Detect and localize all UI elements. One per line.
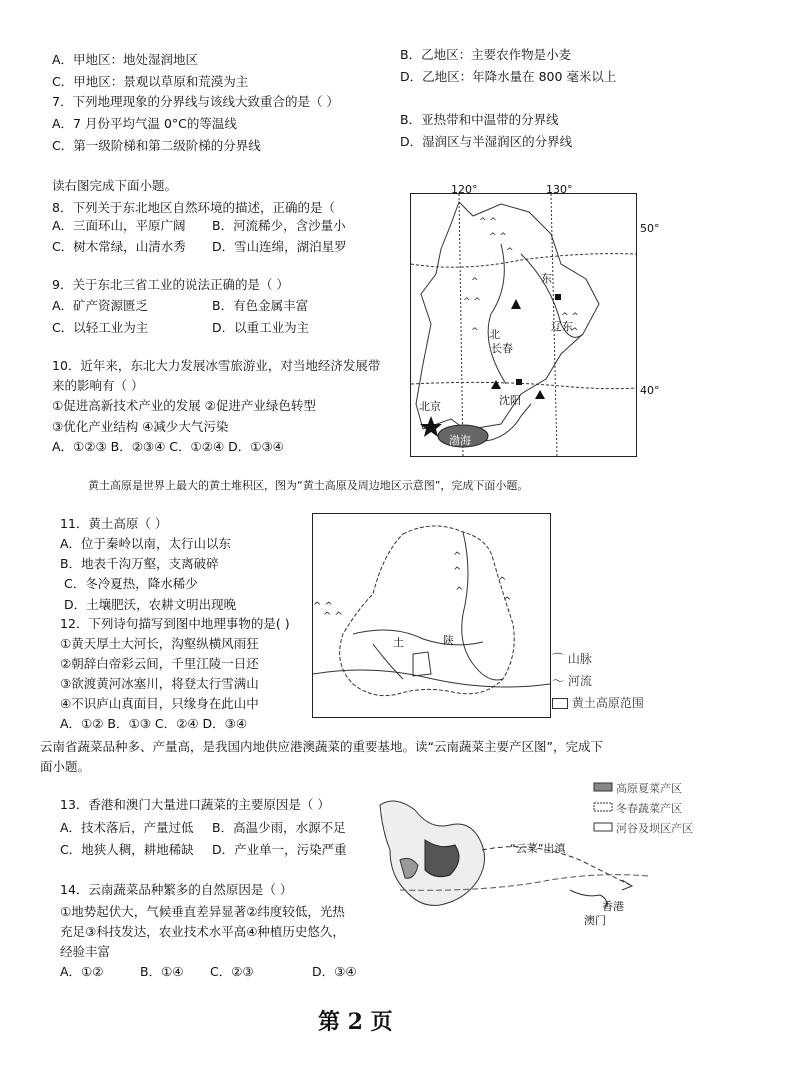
legend-range-label: 黄土高原范围 — [571, 696, 644, 710]
q11-option-c: C．冬冷夏热，降水稀少 — [64, 576, 198, 591]
legend-winter-spring-vegetables: 冬春蔬菜产区 — [616, 802, 682, 815]
q14-line1: ①地势起伏大，气候垂直差异显著②纬度较低，光热 — [60, 904, 345, 919]
q12-stem: 12．下列诗句描写到图中地理事物的是( ) — [60, 616, 290, 631]
svg-text:^: ^ — [453, 551, 462, 562]
legend-loess-range — [552, 694, 644, 711]
q11-stem: 11．黄土高原（ ） — [60, 516, 168, 531]
q14-line3: 经验丰富 — [60, 944, 111, 959]
mountain-legend-icon: ⌒ — [552, 652, 565, 666]
q13-option-d: D．产业单一，污染严重 — [212, 842, 347, 857]
place-loess: 土 — [393, 636, 404, 649]
q14-line2: 充足③科技发达，农业技术水平高④种植历史悠久， — [60, 924, 345, 939]
q10-options-34: ③优化产业结构 ④减少大气污染 — [52, 419, 229, 434]
q7-stem: 7．下列地理现象的分界线与该线大致重合的是（ ） — [52, 94, 339, 109]
legend-mountain-label: 山脉 — [567, 652, 592, 666]
legend-river — [552, 672, 592, 689]
place-beijing: 北京 — [419, 400, 441, 413]
svg-text:^: ^ — [571, 327, 579, 337]
q9-stem: 9．关于东北三省工业的说法正确的是（ ） — [52, 277, 289, 292]
intro-loess: 黄土高原是世界上最大的黄土堆积区，图为“黄土高原及周边地区示意图”，完成下面小题。 — [88, 479, 529, 492]
svg-text:^: ^ — [471, 327, 479, 337]
place-bohai: 渤海 — [449, 434, 471, 447]
q11-option-d: D．土壤肥沃，农耕文明出现晚 — [64, 597, 237, 612]
svg-text:^ ^: ^ ^ — [323, 611, 343, 622]
svg-text:^: ^ — [498, 576, 507, 587]
svg-text:^: ^ — [455, 586, 464, 597]
q14-option-a: A．①② — [60, 964, 104, 979]
q7-option-a: A．7 月份平均气温 0°C的等温线 — [52, 116, 237, 131]
q14-option-d: D．③④ — [312, 964, 357, 979]
q12-option-3: ③欲渡黄河冰塞川，将登太行雪满山 — [60, 676, 259, 691]
q6-option-a: A．甲地区：地处湿润地区 — [52, 52, 199, 67]
intro-yunnan-line2: 面小题。 — [40, 759, 91, 774]
legend-highland-vegetables: 高原夏菜产区 — [616, 782, 682, 795]
q8-option-a: A．三面环山，平原广阔 — [52, 218, 186, 233]
loess-map-drawing — [313, 514, 550, 717]
place-liaodong: 辽东 — [551, 320, 573, 333]
place-bei: 北 — [489, 328, 500, 341]
q11-option-a: A．位于秦岭以南，太行山以东 — [60, 536, 232, 551]
place-shan: 陕 — [443, 634, 454, 647]
place-shenyang: 沈阳 — [499, 394, 521, 407]
longitude-label-130: 130° — [546, 183, 573, 196]
svg-text:^: ^ — [503, 596, 512, 607]
q12-option-1: ①黄天厚土大河长，沟壑纵横风雨狂 — [60, 636, 259, 651]
q7-option-d: D．湿润区与半湿润区的分界线 — [400, 134, 573, 149]
q6-option-d: D．乙地区：年降水量在 800 毫米以上 — [400, 69, 617, 84]
svg-text:^: ^ — [471, 277, 479, 287]
q13-option-c: C．地狭人稠，耕地稀缺 — [60, 842, 194, 857]
q8-option-b: B．河流稀少，含沙量小 — [212, 218, 346, 233]
q10-choices: A．①②③ B．②③④ C．①②④ D．①③④ — [52, 439, 284, 454]
svg-text:^: ^ — [453, 566, 462, 577]
northeast-map-drawing — [411, 194, 636, 456]
svg-text:^: ^ — [506, 247, 514, 257]
latitude-label-40: 40° — [640, 384, 660, 397]
q13-stem: 13．香港和澳门大量进口蔬菜的主要原因是（ ） — [60, 797, 330, 812]
q12-option-2: ②朝辞白帝彩云间，千里江陵一日还 — [60, 656, 259, 671]
svg-text:^ ^: ^ ^ — [313, 601, 333, 612]
q9-option-b: B．有色金属丰富 — [212, 298, 309, 313]
loess-plateau-map — [312, 513, 551, 718]
legend-valley-basin: 河谷及坝区产区 — [616, 822, 693, 835]
q9-option-a: A．矿产资源匮乏 — [52, 298, 149, 313]
q7-option-b: B．亚热带和中温带的分界线 — [400, 112, 559, 127]
q13-option-a: A．技术落后，产量过低 — [60, 820, 194, 835]
q14-option-c: C．②③ — [210, 964, 254, 979]
q13-option-b: B．高温少雨，水源不足 — [212, 820, 346, 835]
place-changchun: 长春 — [491, 342, 513, 355]
legend-mountain — [552, 650, 592, 667]
q11-option-b: B．地表千沟万壑，支离破碎 — [60, 556, 219, 571]
q8-option-d: D．雪山连绵，湖泊星罗 — [212, 239, 347, 254]
range-legend-icon — [552, 698, 568, 709]
q8-stem: 8．下列关于东北地区自然环境的描述，正确的是（ — [52, 200, 335, 215]
place-dong: 东 — [541, 272, 552, 285]
legend-river-label: 河流 — [567, 674, 592, 688]
q6-option-c: C．甲地区：景观以草原和荒漠为主 — [52, 74, 249, 89]
q9-option-d: D．以重工业为主 — [212, 320, 310, 335]
q10-options-12: ①促进高新技术产业的发展 ②促进产业绿色转型 — [52, 398, 316, 413]
longitude-label-120: 120° — [451, 183, 478, 196]
q6-option-b: B．乙地区：主要农作物是小麦 — [400, 47, 572, 62]
svg-text:^ ^: ^ ^ — [489, 232, 507, 242]
q14-option-b: B．①④ — [140, 964, 184, 979]
q10-stem-line1: 10．近年来，东北大力发展冰雪旅游业，对当地经济发展带 — [52, 358, 381, 373]
place-macau: 澳门 — [584, 914, 606, 927]
northeast-china-map — [410, 183, 660, 457]
yunnan-vegetable-map — [370, 780, 693, 930]
q12-option-4: ④不识庐山真面目，只缘身在此山中 — [60, 696, 259, 711]
svg-text:^ ^: ^ ^ — [561, 312, 579, 322]
q9-option-c: C．以轻工业为主 — [52, 320, 149, 335]
q7-option-c: C．第一级阶梯和第二级阶梯的分界线 — [52, 138, 261, 153]
q8-option-c: C．树木常绿，山清水秀 — [52, 239, 186, 254]
latitude-label-50: 50° — [640, 222, 660, 235]
svg-text:^ ^: ^ ^ — [479, 217, 497, 227]
q14-stem: 14．云南蔬菜品种繁多的自然原因是（ ） — [60, 882, 293, 897]
page-number: 第 2 页 — [318, 1009, 393, 1035]
yunnan-export-arrow-label: “云菜”出滇 — [510, 842, 566, 855]
q12-choices: A．①② B．①③ C．②④ D．③④ — [60, 716, 248, 731]
svg-text:^ ^: ^ ^ — [463, 297, 481, 307]
q10-stem-line2: 来的影响有（ ） — [52, 378, 144, 393]
place-hongkong: 香港 — [602, 900, 624, 913]
intro-yunnan-line1: 云南省蔬菜品种多、产量高，是我国内地供应港澳蔬菜的重要基地。读“云南蔬菜主要产区图”，完成下 — [40, 739, 603, 754]
intro-northeast: 读右图完成下面小题。 — [52, 178, 178, 193]
river-legend-icon: 〜 — [552, 674, 565, 688]
